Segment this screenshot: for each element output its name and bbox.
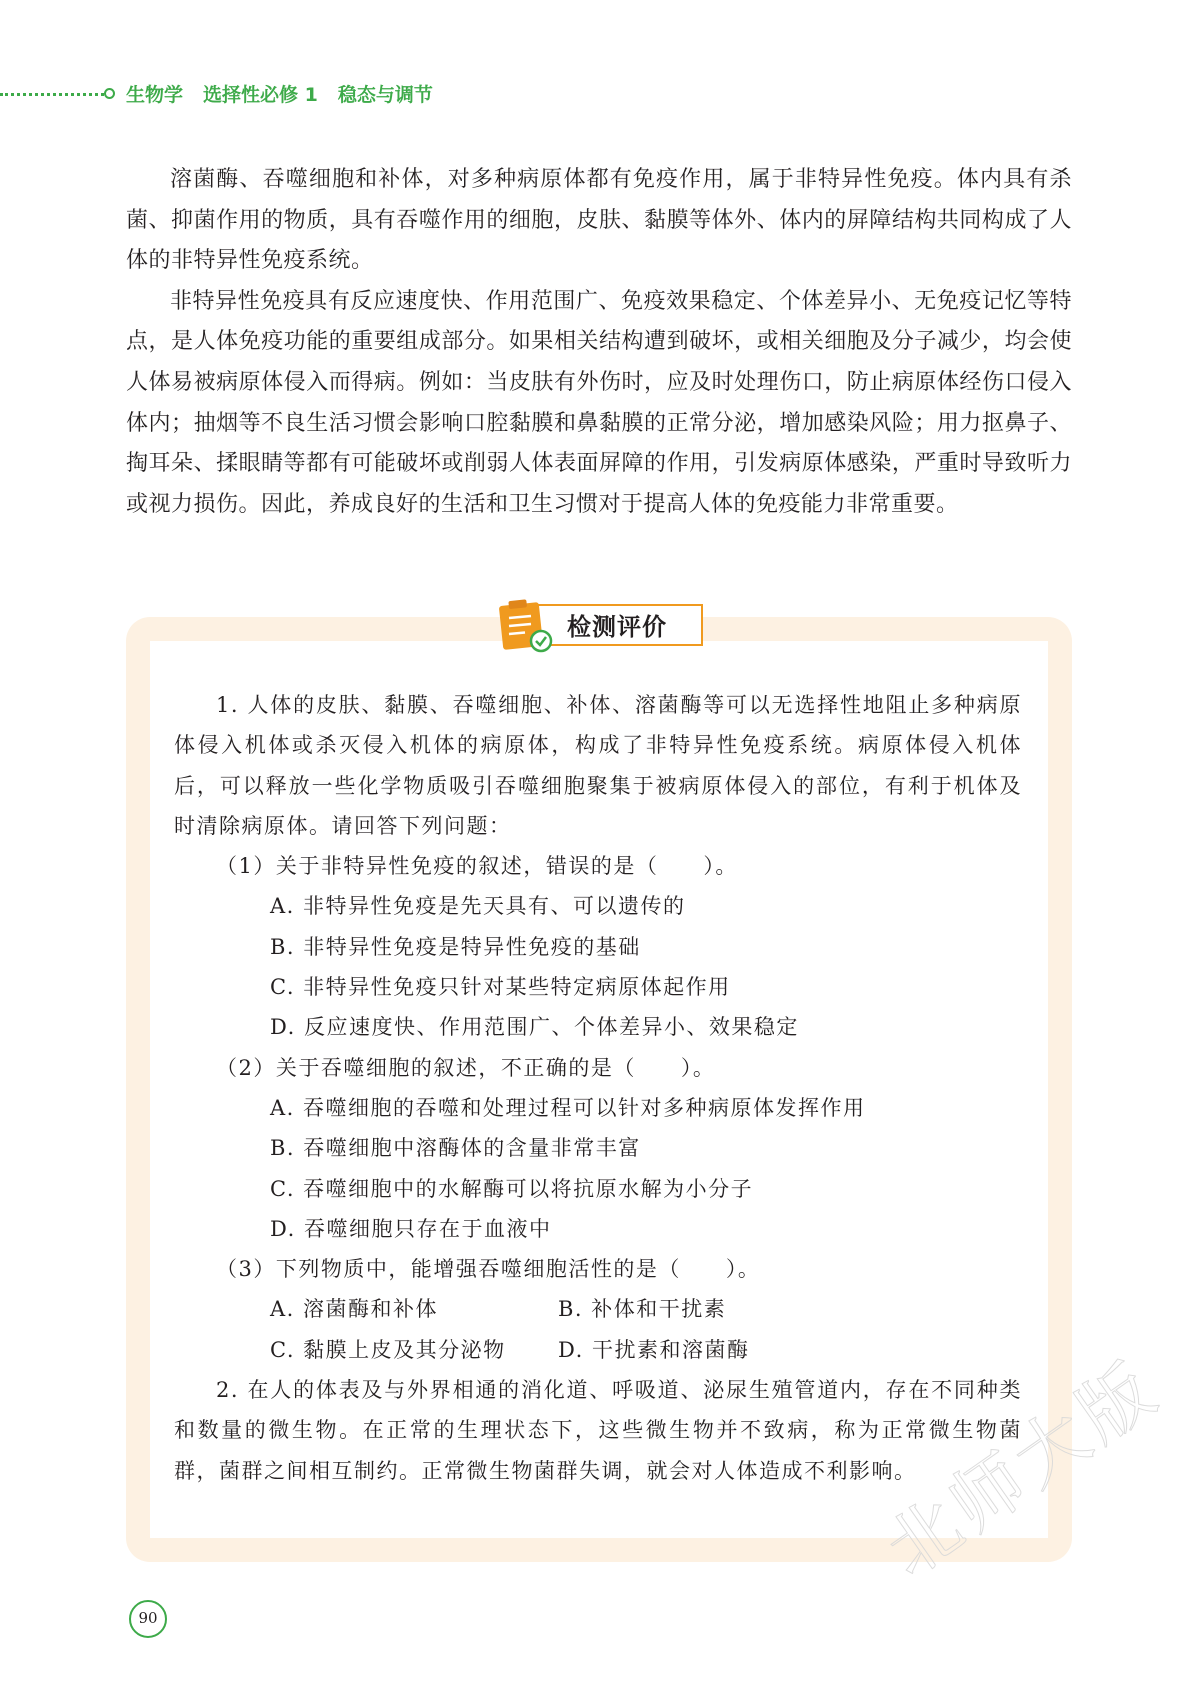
- question-1-1-stem: （1）关于非特异性免疫的叙述，错误的是（ ）。: [216, 854, 738, 879]
- question-2-stem: 2. 在人的体表及与外界相通的消化道、呼吸道、泌尿生殖管道内，存在不同种类和数量的微生物。在正常的生理状态下，这些微生物并不致病，称为正常微生物菌群，菌群之间相互制约。正常微生物菌群失调，就会对人体造成不利影响。: [174, 1378, 1022, 1483]
- option-row: [174, 1330, 1022, 1370]
- section-badge-label: 检测评价: [567, 613, 667, 641]
- header-book: 选择性必修 1: [203, 84, 318, 106]
- question-1-2-stem: （2）关于吞噬细胞的叙述，不正确的是（ ）。: [216, 1055, 716, 1080]
- body-paragraph: 溶菌酶、吞噬细胞和补体，对多种病原体都有免疫作用，属于非特异性免疫。体内具有杀菌、抑菌作用的物质，具有吞噬作用的细胞，皮肤、黏膜等体外、体内的屏障结构共同构成了人体的非特异性免疫系统。: [126, 167, 1072, 274]
- header-ring-icon: [104, 88, 115, 99]
- option: C. 吞噬细胞中的水解酶可以将抗原水解为小分子: [270, 1176, 754, 1201]
- page-number: 90: [138, 1609, 158, 1627]
- header-dotted-line: [0, 93, 104, 96]
- page-number-badge: [129, 1600, 167, 1638]
- question-1-stem: 1. 人体的皮肤、黏膜、吞噬细胞、补体、溶菌酶等可以无选择性地阻止多种病原体侵入机体或杀灭侵入机体的病原体，构成了非特异性免疫系统。病原体侵入机体后，可以释放一些化学物质吸引吞噬细胞聚集于被病原体侵入的部位，有利于机体及时清除病原体。请回答下列问题：: [174, 693, 1022, 838]
- option: D. 吞噬细胞只存在于血液中: [270, 1216, 552, 1241]
- publisher-watermark: 北师大版: [870, 1344, 1175, 1593]
- body-paragraph: 非特异性免疫具有反应速度快、作用范围广、免疫效果稳定、个体差异小、无免疫记忆等特点，是人体免疫功能的重要组成部分。如果相关结构遭到破坏，或相关细胞及分子减少，均会使人体易被病原体侵入而得病。例如：当皮肤有外伤时，应及时处理伤口，防止病原体经伤口侵入体内；抽烟等不良生活习惯会影响口腔黏膜和鼻黏膜的正常分泌，增加感染风险；用力抠鼻子、掏耳朵、揉眼睛等都有可能破坏或削弱人体表面屏障的作用，引发病原体感染，严重时导致听力或视力损伤。因此，养成良好的生活和卫生习惯对于提高人体的免疫能力非常重要。: [126, 288, 1072, 517]
- header-subject: 生物学: [126, 84, 184, 106]
- option: C. 黏膜上皮及其分泌物: [270, 1337, 506, 1362]
- clipboard-check-icon: [497, 596, 559, 654]
- header-unit: 稳态与调节: [337, 84, 433, 106]
- option: D. 反应速度快、作用范围广、个体差异小、效果稳定: [270, 1015, 799, 1040]
- option: A. 非特异性免疫是先天具有、可以遗传的: [270, 894, 686, 919]
- quiz-content: [174, 685, 1022, 1491]
- section-badge: [497, 596, 703, 648]
- option: A. 溶菌酶和补体: [270, 1297, 439, 1322]
- option-row: [174, 1289, 1022, 1329]
- question-1-3-stem: （3）下列物质中，能增强吞噬细胞活性的是（ ）。: [216, 1257, 761, 1282]
- header-title: [126, 80, 453, 107]
- body-text: [126, 160, 1072, 525]
- option: B. 吞噬细胞中溶酶体的含量非常丰富: [270, 1136, 641, 1161]
- option: B. 非特异性免疫是特异性免疫的基础: [270, 934, 641, 959]
- option: A. 吞噬细胞的吞噬和处理过程可以针对多种病原体发挥作用: [270, 1095, 866, 1120]
- running-header: [0, 74, 520, 114]
- option: B. 补体和干扰素: [558, 1297, 727, 1322]
- option: D. 干扰素和溶菌酶: [558, 1337, 750, 1362]
- option: C. 非特异性免疫只针对某些特定病原体起作用: [270, 975, 731, 1000]
